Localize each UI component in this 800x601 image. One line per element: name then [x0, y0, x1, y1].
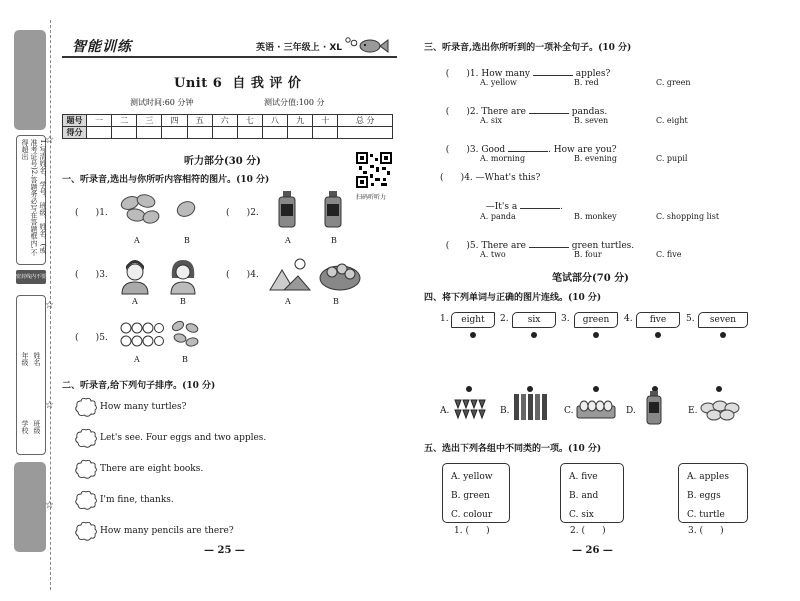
garden-scene-icon: [268, 256, 312, 292]
side-strip-lower: [14, 462, 46, 552]
sec1-item-5: ( )5.: [75, 333, 108, 343]
sec3-q4-opt-c: C. shopping list: [656, 212, 720, 221]
score-row-header: 题号 一 二 三 四 五 六 七 八 九 十 总 分: [63, 115, 393, 127]
sec1-2-a: A: [285, 236, 291, 245]
connect-dot[interactable]: [470, 332, 476, 338]
test-time: 测试时间:60 分钟: [130, 98, 194, 107]
sec1-item-4: ( )4.: [226, 270, 259, 280]
sec1-5-a: A: [134, 355, 140, 364]
sec3-q2-opt-a: A. six: [480, 116, 503, 125]
sec1-3-b: B: [180, 297, 186, 306]
word-card-eight: eight: [451, 312, 495, 328]
strawberries-icon: [452, 396, 490, 422]
sec1-item-3: ( )3.: [75, 270, 108, 280]
sec3-q1-opt-b: B. red: [574, 78, 599, 87]
connect-dot[interactable]: [593, 332, 599, 338]
sec1-item-1: ( )1.: [75, 208, 108, 218]
sec5-group-2: A. five B. and C. six: [560, 463, 624, 523]
sec3-q1-opt-c: C. green: [656, 78, 691, 87]
star-icon: ☆: [45, 135, 54, 146]
sec2-title: 二、听录音,给下列句子排序。(10 分): [62, 381, 216, 391]
subject-label: 英语 · 三年级上 · XL: [256, 43, 343, 53]
crayons-icon: [512, 392, 552, 422]
page-title: Unit 6 自 我 评 价: [174, 76, 302, 91]
girl-portrait-icon: [168, 256, 198, 294]
flower-answer-box[interactable]: [75, 491, 97, 509]
answer-blank[interactable]: [508, 151, 548, 152]
sec2-sentence-1: How many turtles?: [100, 402, 187, 412]
apples-group-icon: [118, 320, 164, 350]
star-icon: ☆: [45, 300, 54, 311]
sec4-num-5: 5.: [686, 314, 695, 324]
fruit-basket-icon: [318, 256, 362, 292]
field-school: 学校: [21, 420, 29, 434]
score-table: [62, 114, 393, 139]
sec3-q2-opt-b: B. seven: [574, 116, 609, 125]
sec5-answer-2[interactable]: 2. ( ): [570, 526, 606, 536]
sec4-title: 四、将下列单词与正确的图片连线。(10 分): [424, 293, 602, 303]
written-part-heading: 笔试部分(70 分): [552, 273, 629, 284]
test-score: 测试分值:100 分: [264, 98, 325, 107]
fish-icon: [340, 34, 390, 56]
sec3-q2-opt-c: C. eight: [656, 116, 688, 125]
sec3-q5: ( )5. There are green turtles.: [445, 241, 635, 251]
sec5-answer-3[interactable]: 3. ( ): [688, 526, 724, 536]
sec3-q1: ( )1. How many apples?: [445, 69, 611, 79]
beans-icon: [118, 193, 162, 229]
sec3-q3-opt-b: B. evening: [574, 154, 617, 163]
sec5-group-3: A. apples B. eggs C. turtle: [678, 463, 748, 523]
sec1-1-a: A: [134, 236, 140, 245]
field-class: 班级: [33, 420, 41, 434]
bean-icon: [174, 198, 198, 220]
brand-title: 智能训练: [72, 39, 132, 55]
sec1-3-a: A: [132, 297, 138, 306]
sec5-title: 五、选出下列各组中不同类的一项。(10 分): [424, 444, 602, 454]
sec2-sentence-5: How many pencils are there?: [100, 526, 234, 536]
field-name: 姓名: [33, 352, 41, 366]
word-card-seven: seven: [698, 312, 748, 328]
word-card-five: five: [636, 312, 680, 328]
boy-portrait-icon: [120, 256, 150, 294]
connect-dot[interactable]: [655, 332, 661, 338]
answer-blank[interactable]: [533, 75, 573, 76]
sec3-q5-opt-a: A. two: [480, 250, 506, 259]
beans-group-icon: [168, 318, 202, 352]
sec3-q3-opt-a: A. morning: [480, 154, 526, 163]
qr-code-icon: [356, 152, 392, 188]
sec3-q3: ( )3. Good . How are you?: [445, 145, 617, 155]
sec3-q4: ( )4. —What's this?: [440, 173, 541, 183]
connect-dot[interactable]: [716, 386, 722, 392]
star-icon: ☆: [45, 400, 54, 411]
sec4-num-4: 4.: [624, 314, 633, 324]
page-number-right: — 26 —: [572, 545, 613, 556]
sec1-5-b: B: [182, 355, 188, 364]
flower-answer-box[interactable]: [75, 460, 97, 478]
sec5-answer-1[interactable]: 1. ( ): [454, 526, 490, 536]
sec1-2-b: B: [331, 236, 337, 245]
egg-carton-icon: [576, 398, 616, 420]
pic-label-d: D.: [626, 406, 636, 416]
listening-part-heading: 听力部分(30 分): [184, 156, 261, 167]
answer-blank[interactable]: [529, 247, 569, 248]
side-strip-bottom-label: 密封线内不要答题: [16, 270, 46, 284]
header-rule: [62, 56, 397, 58]
sec5-group-1: A. yellow B. green C. colour: [442, 463, 510, 523]
page-number-left: — 25 —: [204, 545, 245, 556]
connect-dot[interactable]: [593, 386, 599, 392]
sec1-4-b: B: [333, 297, 339, 306]
sec4-num-1: 1.: [440, 314, 449, 324]
score-row-values: 得分: [63, 127, 393, 139]
connect-dot[interactable]: [466, 386, 472, 392]
answer-blank[interactable]: [529, 113, 569, 114]
side-strip-note: 1.写清姓名、学号、班级、姓名、(或准考证号)2.答题务必写在答题框内,不得超出: [16, 135, 46, 265]
field-grade: 年级: [21, 352, 29, 366]
beans-icon: [700, 398, 740, 422]
sec3-q4-opt-a: A. panda: [480, 212, 516, 221]
sec3-title: 三、听录音,选出你所听到的一项补全句子。(10 分): [424, 43, 632, 53]
glue-bottle-icon: [322, 190, 344, 230]
sec3-q4-opt-b: B. monkey: [574, 212, 617, 221]
pic-label-c: C.: [564, 406, 574, 416]
star-icon: ☆: [45, 500, 54, 511]
flower-answer-box[interactable]: [75, 522, 97, 540]
sec2-sentence-3: There are eight books.: [100, 464, 204, 474]
sec4-num-2: 2.: [500, 314, 509, 324]
sec3-q3-opt-c: C. pupil: [656, 154, 688, 163]
connect-dot[interactable]: [531, 332, 537, 338]
sec1-1-b: B: [184, 236, 190, 245]
word-card-green: green: [574, 312, 618, 328]
side-strip-top: [14, 30, 46, 130]
glue-bottle-icon: [644, 390, 664, 426]
sec3-q1-opt-a: A. yellow: [480, 78, 517, 87]
pic-label-e: E.: [688, 406, 698, 416]
sec3-q2: ( )2. There are pandas.: [445, 107, 608, 117]
connect-dot[interactable]: [720, 332, 726, 338]
qr-caption: 扫码听听力: [356, 194, 387, 201]
sec4-num-3: 3.: [561, 314, 570, 324]
sec2-sentence-4: I'm fine, thanks.: [100, 495, 174, 505]
sec3-q4-reply: —It's a .: [485, 202, 563, 212]
sec3-q5-opt-c: C. five: [656, 250, 682, 259]
sec1-4-a: A: [285, 297, 291, 306]
flower-answer-box[interactable]: [75, 429, 97, 447]
sec1-item-2: ( )2.: [226, 208, 259, 218]
sec1-title: 一、听录音,选出与你所听内容相符的图片。(10 分): [62, 175, 270, 185]
pic-label-b: B.: [500, 406, 510, 416]
flower-answer-box[interactable]: [75, 398, 97, 416]
pic-label-a: A.: [440, 406, 450, 416]
glue-bottle-icon: [276, 190, 298, 230]
sec3-q5-opt-b: B. four: [574, 250, 602, 259]
word-card-six: six: [512, 312, 556, 328]
answer-blank[interactable]: [520, 208, 560, 209]
sec2-sentence-2: Let's see. Four eggs and two apples.: [100, 433, 267, 443]
